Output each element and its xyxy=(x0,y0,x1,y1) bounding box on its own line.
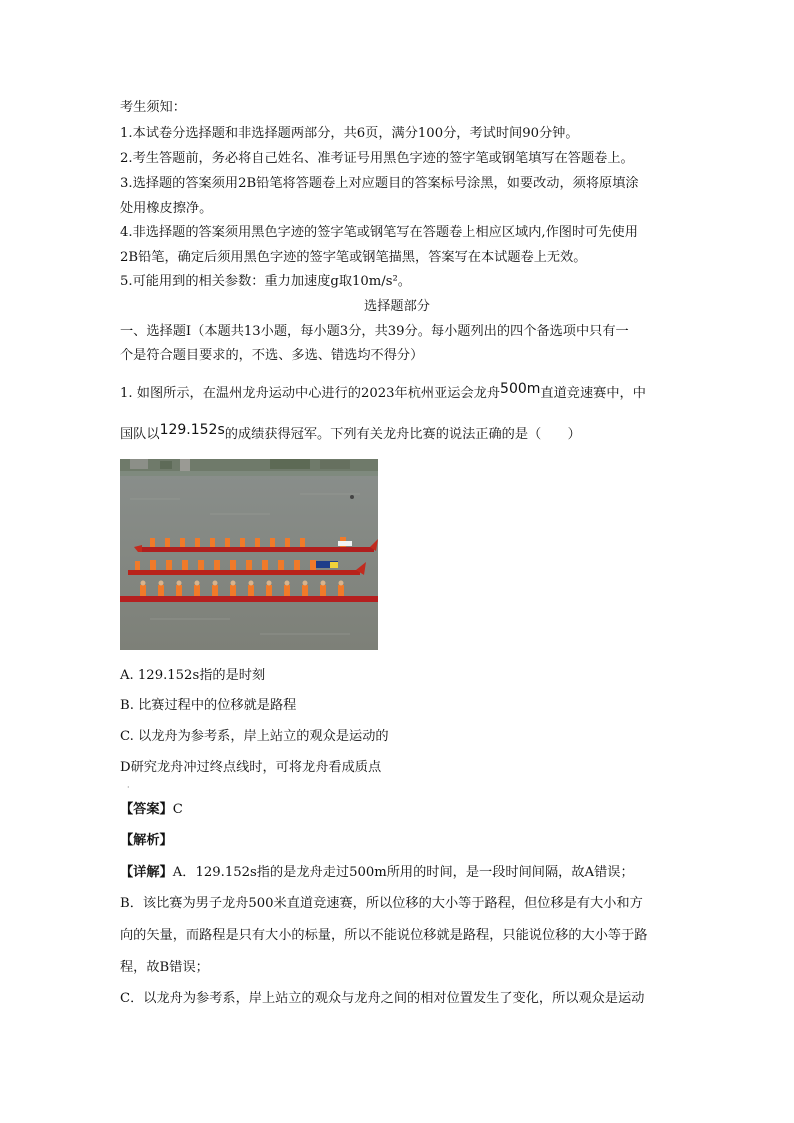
notice-heading: 考生须知： xyxy=(120,100,186,115)
answer-label: 【答案】 xyxy=(120,802,173,817)
option-a: A. 129.152s指的是时刻 xyxy=(120,668,266,683)
notice-item-3-cont: 处用橡皮擦净。 xyxy=(120,201,213,216)
detail-label: 【详解】 xyxy=(120,865,173,880)
option-b: B. 比赛过程中的位移就是路程 xyxy=(120,698,297,713)
dragon-boat-photo xyxy=(120,459,378,650)
detail-line-3: 向的矢量，而路程是只有大小的标量，所以不能说位移就是路程，只能说位移的大小等于路 xyxy=(120,928,648,943)
notice-item-4: 4.非选择题的答案须用黑色字迹的签字笔或钢笔写在答题卷上相应区域内,作图时可先使用 xyxy=(120,225,638,240)
question-text: 1. 如图所示，在温州龙舟运动中心进行的2023年杭州亚运会龙舟 xyxy=(120,386,501,401)
option-d: D研究龙舟冲过终点线时，可将龙舟看成质点 xyxy=(120,760,382,775)
question-text: 国队以 xyxy=(120,427,160,442)
notice-item-3: 3.选择题的答案须用2B铅笔将答题卷上对应题目的答案标号涂黑，如要改动，须将原填涂 xyxy=(120,176,639,191)
section-title: 选择题部分 xyxy=(364,299,430,314)
question-1-line-2 xyxy=(120,424,680,445)
answer-value: C xyxy=(172,802,183,817)
detail-text: A．129.152s指的是龙舟走过500m所用的时间，是一段时间间隔，故A错误； xyxy=(172,865,634,880)
option-c: C. 以龙舟为参考系，岸上站立的观众是运动的 xyxy=(120,729,389,744)
math-time: 129.152s xyxy=(159,422,225,438)
analysis-heading: 【解析】 xyxy=(120,833,173,848)
analysis-label xyxy=(120,831,680,851)
notice-item-2: 2.考生答题前，务必将自己姓名、准考证号用黑色字迹的签字笔或钢笔填写在答题卷上。 xyxy=(120,151,634,166)
detail-line-5: C．以龙舟为参考系，岸上站立的观众与龙舟之间的相对位置发生了变化，所以观众是运动 xyxy=(120,991,645,1006)
part-one-instructions-cont: 个是符合题目要求的，不选、多选、错选均不得分） xyxy=(120,348,424,363)
notice-item-4-cont: 2B铅笔，确定后须用黑色字迹的签字笔或钢笔描黑，答案写在本试题卷上无效。 xyxy=(120,250,587,265)
math-distance: 500m xyxy=(500,381,541,397)
dragon-boat-image xyxy=(120,459,378,650)
notice-item-5: 5.可能用到的相关参数：重力加速度g取10m/s²。 xyxy=(120,274,411,289)
notice-item-1: 1.本试卷分选择题和非选择题两部分，共6页，满分100分，考试时间90分钟。 xyxy=(120,126,579,141)
part-one-instructions: 一、选择题Ⅰ（本题共13小题，每小题3分，共39分。每小题列出的四个备选项中只有一 xyxy=(120,324,629,339)
detail-line-4: 程，故B错误； xyxy=(120,960,209,975)
question-text: 的成绩获得冠军。下列有关龙舟比赛的说法正确的是（ ） xyxy=(224,427,581,442)
question-text: 直道竞速赛中，中 xyxy=(540,386,646,401)
answer-line xyxy=(120,800,680,820)
question-1-line-1 xyxy=(120,383,680,404)
stray-mark: · xyxy=(127,783,130,792)
detail-line-2: B．该比赛为男子龙舟500米直道竞速赛，所以位移的大小等于路程，但位移是有大小和方 xyxy=(120,896,643,911)
detail-line-1 xyxy=(120,863,680,883)
